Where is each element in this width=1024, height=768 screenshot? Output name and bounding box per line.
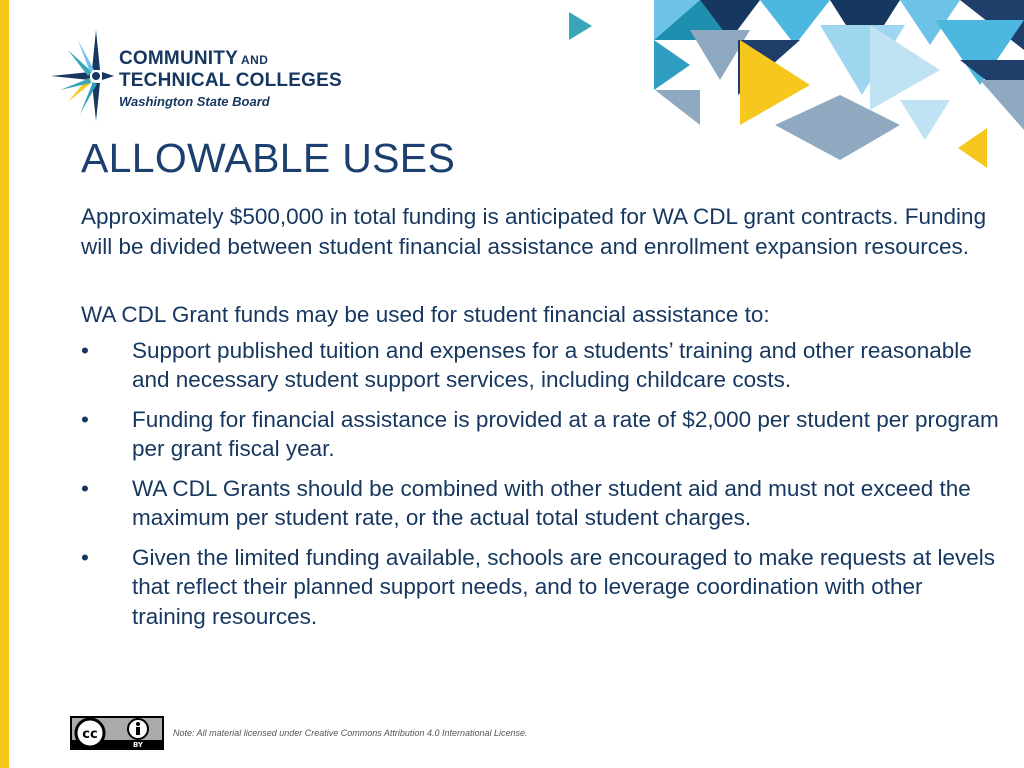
- logo-and: AND: [240, 53, 269, 67]
- bullet-symbol: •: [81, 544, 89, 570]
- intro-paragraph: Approximately $500,000 in total funding is anticipated for WA CDL grant contracts. Funding will be divided between student financial assistance and enrollment expansion resources.: [81, 204, 987, 259]
- cc-by-license-badge: [70, 716, 164, 750]
- bullet-text: WA CDL Grants should be combined with other student aid and must not exceed the maximum per student rate, or the actual total student charges.: [132, 475, 971, 530]
- bullet-item: [81, 336, 1001, 395]
- bullet-symbol: •: [81, 475, 89, 501]
- by-symbol-text: BY: [132, 741, 144, 749]
- triangle-gray-2: [655, 90, 700, 125]
- bullet-item: [81, 543, 1001, 632]
- bullet-symbol: •: [81, 406, 89, 432]
- triangle-light-2: [900, 100, 950, 140]
- triangle-teal-2: [654, 40, 690, 90]
- lead-sentence: WA CDL Grant funds may be used for student financial assistance to:: [81, 302, 770, 327]
- small-teal-triangle: [569, 12, 592, 40]
- license-note: Note: All material licensed under Creative Commons Attribution 4.0 International License.: [173, 728, 528, 738]
- triangle-gray-3: [775, 95, 900, 160]
- star-burst-icon: [46, 28, 116, 123]
- slide-footer: [70, 716, 670, 752]
- slide-title: ALLOWABLE USES: [81, 135, 456, 181]
- attribution-person-icon: [136, 722, 140, 726]
- logo-wordmark-line1: COMMUNITY AND: [119, 48, 269, 69]
- bullet-item: [81, 474, 1001, 533]
- slide-body: [81, 202, 1001, 641]
- bullet-symbol: •: [81, 337, 89, 363]
- bullet-text: Funding for financial assistance is provided at a rate of $2,000 per student per program per grant fiscal year.: [132, 406, 999, 461]
- logo-subtitle: Washington State Board: [119, 94, 270, 109]
- triangle-sky-2: [760, 0, 830, 45]
- cc-symbol-text: cc: [82, 727, 98, 742]
- triangle-yellow-2: [958, 128, 987, 168]
- bullet-text: Support published tuition and expenses for a students’ training and other reasonable and necessary student support services, including childcare costs.: [132, 337, 972, 392]
- bullet-text: Given the limited funding available, schools are encouraged to make requests at levels that reflect their planned support needs, and to leverage coordination with other training resources.: [132, 544, 995, 629]
- bullet-item: [81, 405, 1001, 464]
- bullet-list: [81, 336, 1001, 632]
- triangle-gray-4: [980, 80, 1024, 130]
- logo-wordmark-line2: TECHNICAL COLLEGES: [119, 70, 342, 91]
- organization-logo: [46, 28, 346, 123]
